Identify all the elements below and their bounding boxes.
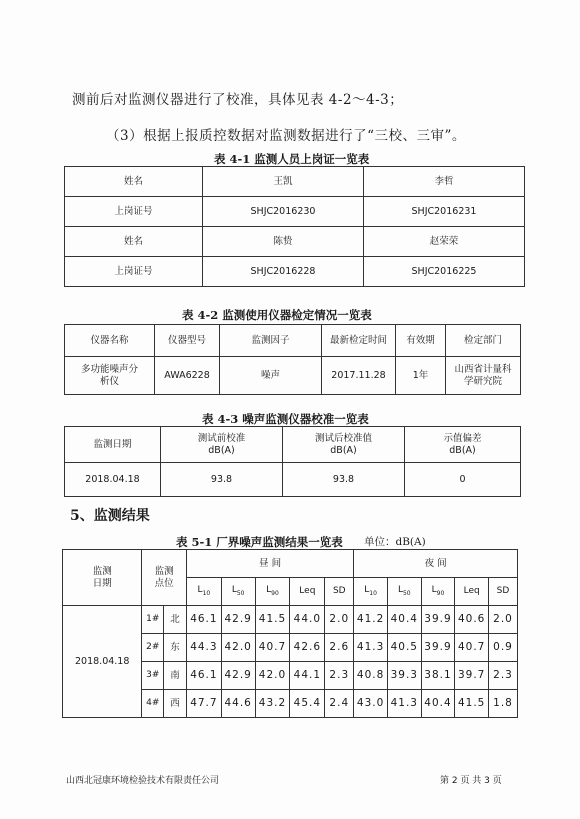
intro-line-1: 测前后对监测仪器进行了校准，具体见表 4-2～4-3； [72,92,404,108]
table-cell: 47.7 [186,690,221,718]
table-cell: 多功能噪声分析仪 [65,357,155,395]
intro-line-2: （3）根据上报质控数据对监测数据进行了“三校、三审”。 [106,128,466,144]
table-cell: SHJC2016228 [203,257,364,287]
footer-company: 山西北冠康环境检验技术有限责任公司 [66,776,220,786]
table-cell: 44.0 [290,606,325,634]
column-header-l50: $L_{50}$ [221,578,255,606]
table-cell: 陈贽 [203,227,364,257]
table-cell: 0 [405,463,521,497]
table-cell: 43.0 [354,690,388,718]
table-cell: 41.3 [387,690,421,718]
table-row [65,357,521,395]
column-header: 示值偏差 dB(A) [405,427,521,463]
column-header-sd: SD [325,578,354,606]
table-cell: 41.3 [354,634,388,662]
table-cell: 45.4 [290,690,325,718]
table-header-row [65,427,521,463]
table-cell: 上岗证号 [65,197,203,227]
column-header: 最新检定时间 [322,325,396,357]
table-cell: 46.1 [186,606,221,634]
section-5-title: 5、监测结果 [70,508,150,524]
table-header-row [63,550,518,578]
table-cell: 39.7 [455,662,489,690]
table-cell: 43.2 [255,690,290,718]
table-cell: 39.9 [421,634,455,662]
column-header: 仪器型号 [155,325,220,357]
table-cell: 姓名 [65,227,203,257]
column-header-l50: $L_{50}$ [387,578,421,606]
table-cell: AWA6228 [155,357,220,395]
table-cell: 40.7 [255,634,290,662]
table-cell: 0.9 [489,634,518,662]
table-row [65,167,525,197]
table-cell: 93.8 [161,463,283,497]
table-row [65,257,525,287]
table-cell: 42.6 [290,634,325,662]
table-cell: 44.3 [186,634,221,662]
table-cell: 44.1 [290,662,325,690]
table-4-2-caption: 表 4-2 监测使用仪器检定情况一览表 [182,308,372,322]
table-row [65,197,525,227]
table-cell: 2.0 [325,606,354,634]
table-cell: 42.9 [221,662,255,690]
column-header-sd: SD [489,578,518,606]
column-header-l10: $L_{10}$ [186,578,221,606]
table-4-1-caption: 表 4-1 监测人员上岗证一览表 [214,152,370,166]
table-cell: 1# [142,606,164,634]
table-row [63,606,518,634]
column-header-l10: $L_{10}$ [354,578,388,606]
table-4-3-caption: 表 4-3 噪声监测仪器校准一览表 [202,412,369,426]
table-5-1-unit: 单位：dB(A) [364,536,426,548]
table-cell: 上岗证号 [65,257,203,287]
table-cell: 2.0 [489,606,518,634]
table-cell: 44.6 [221,690,255,718]
table-cell: 南 [164,662,187,690]
table-cell: 93.8 [283,463,405,497]
table-cell: 2.6 [325,634,354,662]
table-cell: SHJC2016225 [364,257,525,287]
column-header-point: 监测 点位 [142,550,187,606]
table-cell: SHJC2016231 [364,197,525,227]
table-cell: 2017.11.28 [322,357,396,395]
table-cell: 2.3 [325,662,354,690]
column-header: 测试前校准 dB(A) [161,427,283,463]
table-cell: 42.0 [255,662,290,690]
table-cell: 2# [142,634,164,662]
column-header: 仪器名称 [65,325,155,357]
column-header: 监测因子 [220,325,322,357]
column-header-leq: Leq [455,578,489,606]
table-cell: 41.2 [354,606,388,634]
table-cell: 46.1 [186,662,221,690]
table-cell: 42.9 [221,606,255,634]
table-5-1-caption: 表 5-1 厂界噪声监测结果一览表 [176,535,343,549]
table-header-row [65,325,521,357]
table-cell: 赵荣荣 [364,227,525,257]
footer-page-number: 第 2 页 共 3 页 [440,776,502,786]
column-header-l90: $L_{90}$ [421,578,455,606]
table-cell: 40.7 [455,634,489,662]
table-cell: 38.1 [421,662,455,690]
table-row [65,227,525,257]
table-cell: 北 [164,606,187,634]
table-cell: 40.4 [387,606,421,634]
table-4-2 [64,324,521,395]
table-cell: 40.5 [387,634,421,662]
table-cell: 42.0 [221,634,255,662]
table-cell: 3# [142,662,164,690]
table-cell: 2018.04.18 [65,463,161,497]
table-cell: 40.6 [455,606,489,634]
table-cell: 西 [164,690,187,718]
column-header-leq: Leq [290,578,325,606]
table-cell: 王凯 [203,167,364,197]
table-cell: 41.5 [455,690,489,718]
table-cell-date: 2018.04.18 [63,606,142,718]
table-cell: 41.5 [255,606,290,634]
table-cell: SHJC2016230 [203,197,364,227]
table-row [65,463,521,497]
table-cell: 40.8 [354,662,388,690]
table-cell: 2.4 [325,690,354,718]
table-5-1 [62,549,518,718]
column-header-day: 昼 间 [186,550,353,578]
column-header: 监测日期 [65,427,161,463]
table-cell: 40.4 [421,690,455,718]
table-cell: 李哲 [364,167,525,197]
column-header-l90: $L_{90}$ [255,578,290,606]
column-header: 有效期 [396,325,446,357]
table-cell: 姓名 [65,167,203,197]
column-header-night: 夜 间 [354,550,518,578]
table-cell: 4# [142,690,164,718]
table-cell: 39.3 [387,662,421,690]
table-cell: 东 [164,634,187,662]
table-cell: 噪声 [220,357,322,395]
table-cell: 山西省计量科学研究院 [446,357,521,395]
table-cell: 1.8 [489,690,518,718]
column-header: 检定部门 [446,325,521,357]
table-4-3 [64,426,521,497]
table-4-1 [64,166,525,287]
table-cell: 39.9 [421,606,455,634]
column-header: 测试后校准值 dB(A) [283,427,405,463]
table-cell: 2.3 [489,662,518,690]
table-cell: 1年 [396,357,446,395]
column-header-date: 监测 日期 [63,550,142,606]
